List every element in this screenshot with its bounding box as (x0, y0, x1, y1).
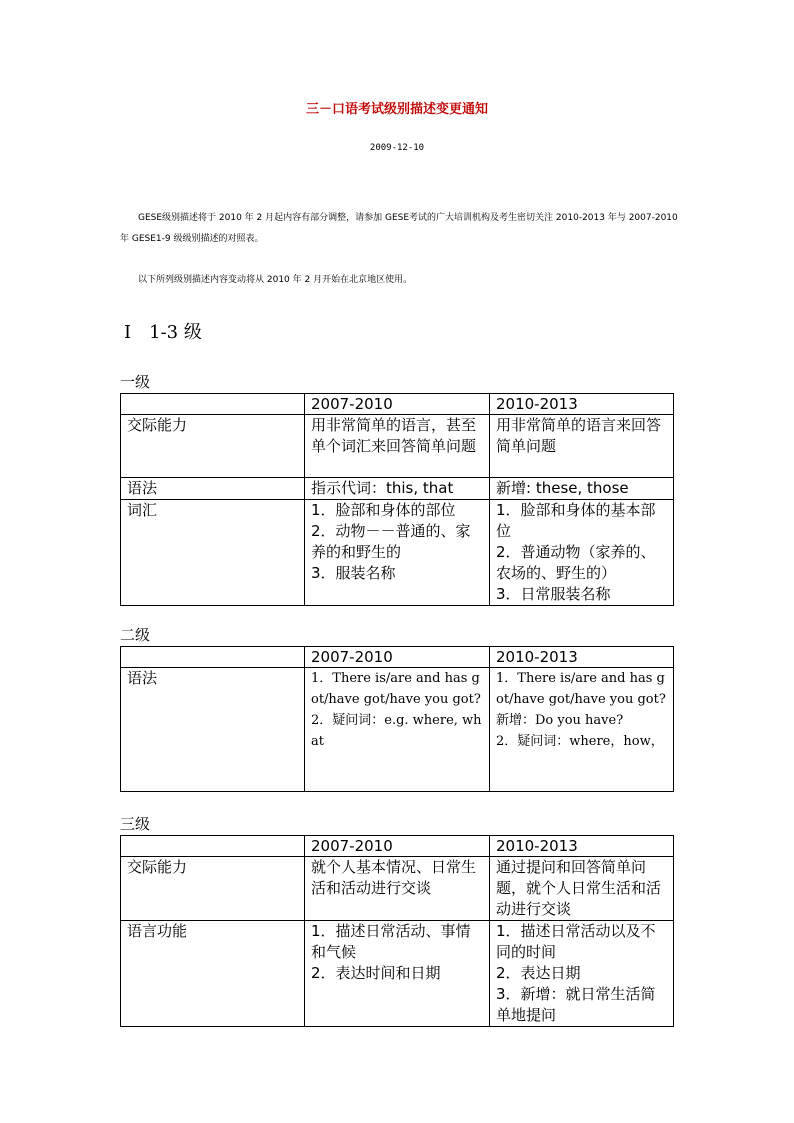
header-old-period: 2007-2010 (305, 647, 490, 668)
description-line: 指示代词：this, that (311, 479, 454, 497)
table-row (121, 921, 674, 1027)
note-paragraph: 以下所列级别描述内容变动将从 2010 年 2 月开始在北京地区使用。 (138, 275, 413, 285)
row-label: 语言功能 (121, 921, 305, 1027)
description-line: 2．疑问词：where，how， (496, 734, 664, 749)
new-description (490, 668, 674, 792)
description-line: 1．脸部和身体的部位 (311, 501, 456, 519)
new-description (490, 478, 674, 500)
grade2-table (120, 646, 674, 792)
old-description (305, 921, 490, 1027)
old-description (305, 500, 490, 606)
section-heading (124, 318, 202, 344)
description-line: 通过提问和回答简单问题，就个人日常生活和活动进行交谈 (496, 858, 662, 918)
table-header-row (121, 394, 674, 415)
table-row (121, 478, 674, 500)
header-new-period: 2010-2013 (490, 394, 674, 415)
section-label: 1-3 级 (149, 322, 202, 343)
description-line: 用非常简单的语言来回答简单问题 (496, 416, 662, 455)
table-row (121, 500, 674, 606)
new-description (490, 415, 674, 478)
row-label: 词汇 (121, 500, 305, 606)
grade1-label: 一级 (120, 373, 151, 391)
header-new-period: 2010-2013 (490, 647, 674, 668)
description-line: 新增: these, those (496, 479, 629, 497)
document-title: 三－口语考试级别描述变更通知 (305, 102, 488, 117)
grade3-label: 三级 (120, 815, 151, 833)
description-line: 1．There is/are and has got/have got/have you got? (311, 671, 481, 707)
grade3-table (120, 835, 674, 1027)
old-description (305, 668, 490, 792)
description-line: 3．新增：就日常生活简单地提问 (496, 985, 656, 1024)
header-empty-cell (121, 836, 305, 857)
new-description (490, 500, 674, 606)
description-line: 3．服装名称 (311, 564, 396, 582)
new-description (490, 857, 674, 921)
grade1-table (120, 393, 674, 606)
old-description (305, 857, 490, 921)
description-line: 2．表达时间和日期 (311, 964, 441, 982)
description-line: 1．描述日常活动以及不同的时间 (496, 922, 656, 961)
description-line: 2．动物－－普通的、家养的和野生的 (311, 522, 471, 561)
intro-paragraph: GESE级别描述将于 2010 年 2 月起内容有部分调整，请参加 GESE考试的广大培训机构及考生密切关注 2010-2013 年与 2007-2010 年 GESE1-9 级级别描述的对照表。 (120, 213, 678, 244)
description-line: 1．描述日常活动、事情和气候 (311, 922, 471, 961)
old-description (305, 478, 490, 500)
table-header-row (121, 647, 674, 668)
description-line: 2．疑问词：e.g. where, what (311, 713, 482, 749)
table-row (121, 668, 674, 792)
grade2-label: 二级 (120, 626, 151, 644)
header-old-period: 2007-2010 (305, 836, 490, 857)
old-description (305, 415, 490, 478)
table-header-row (121, 836, 674, 857)
description-line: 用非常简单的语言，甚至单个词汇来回答简单问题 (311, 416, 477, 455)
description-line: 就个人基本情况、日常生活和活动进行交谈 (311, 858, 477, 897)
description-line: 2．表达日期 (496, 964, 581, 982)
header-new-period: 2010-2013 (490, 836, 674, 857)
table-row (121, 415, 674, 478)
header-empty-cell (121, 394, 305, 415)
row-label: 交际能力 (121, 415, 305, 478)
header-empty-cell (121, 647, 305, 668)
description-line: 1．脸部和身体的基本部位 (496, 501, 656, 540)
new-description (490, 921, 674, 1027)
description-line: 1．There is/are and has got/have got/have you got? 新增：Do you have? (496, 671, 666, 728)
section-numeral: Ⅰ (124, 322, 132, 343)
row-label: 语法 (121, 478, 305, 500)
header-old-period: 2007-2010 (305, 394, 490, 415)
document-date: 2009-12-10 (369, 143, 425, 153)
description-line: 3．日常服装名称 (496, 585, 611, 603)
row-label: 交际能力 (121, 857, 305, 921)
table-row (121, 857, 674, 921)
row-label: 语法 (121, 668, 305, 792)
description-line: 2．普通动物（家养的、农场的、野生的） (496, 543, 656, 582)
